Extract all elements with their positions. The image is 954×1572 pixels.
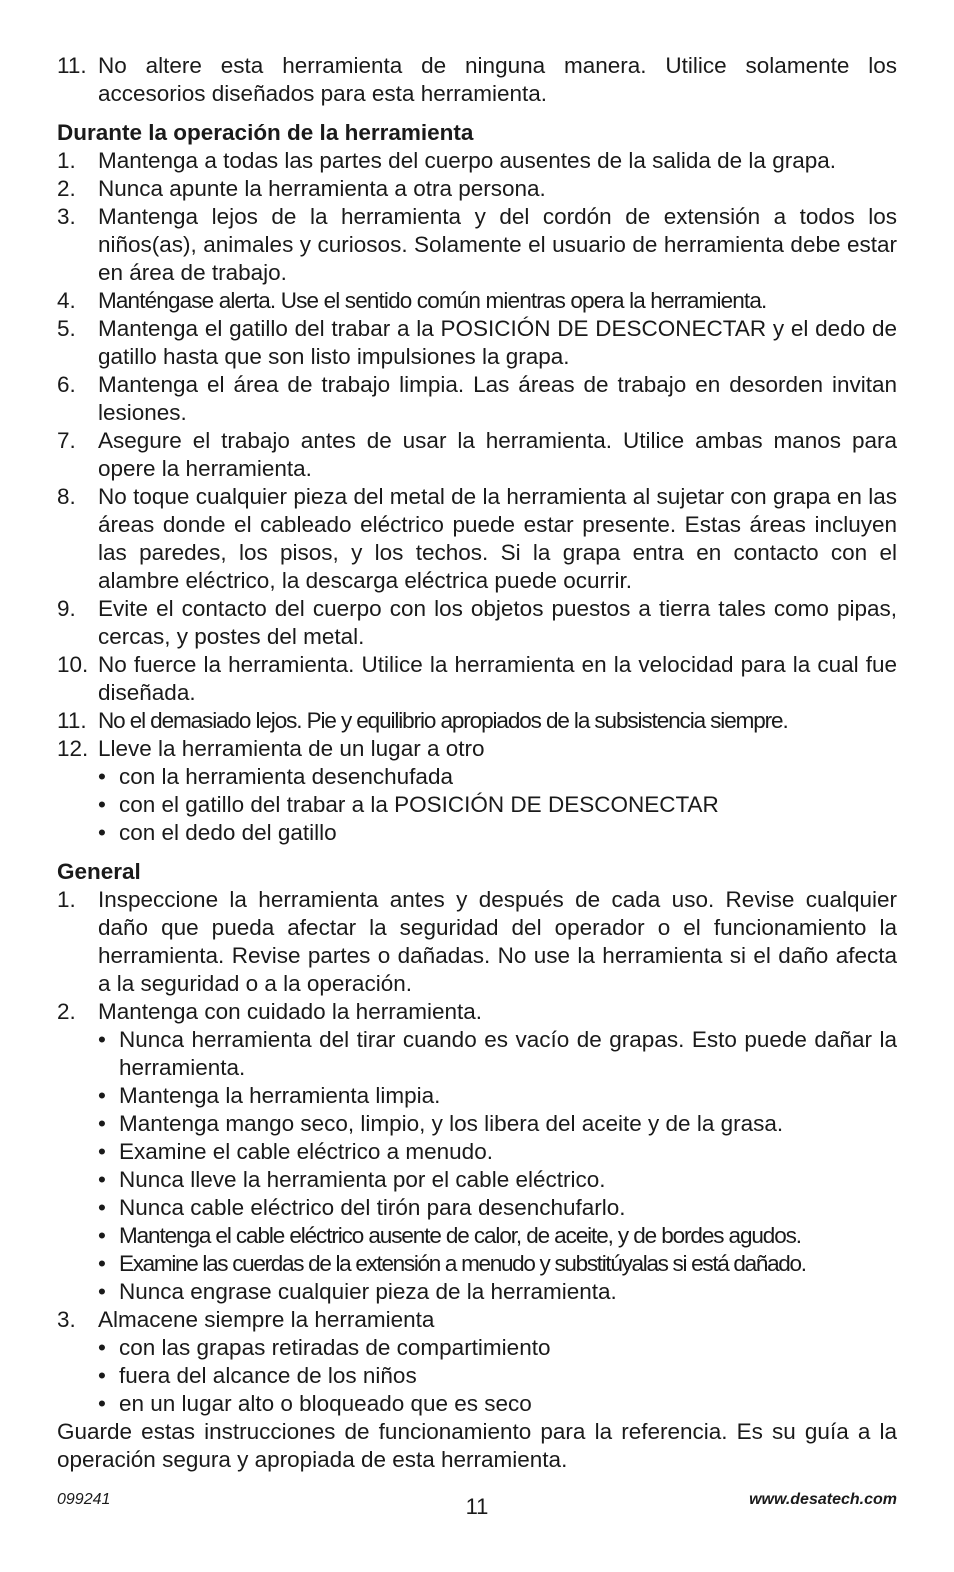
bullet-item xyxy=(98,1250,897,1278)
item-number: 8. xyxy=(57,484,76,509)
document-code: 099241 xyxy=(57,1491,111,1508)
item3-bullet-list xyxy=(98,1334,897,1418)
item-number: 3. xyxy=(57,1307,76,1332)
item-text: Mantenga el gatillo del trabar a la POSICIÓN DE DESCONECTAR y el dedo de gatillo hasta que son listo impulsiones la grapa. xyxy=(98,316,897,369)
list-item xyxy=(57,707,897,735)
list-item xyxy=(57,287,897,315)
item-number: 4. xyxy=(57,288,76,313)
item-number: 2. xyxy=(57,999,76,1024)
bullet-item xyxy=(98,819,897,847)
bullet-text: Examine el cable eléctrico a menudo. xyxy=(119,1139,493,1164)
item-number: 5. xyxy=(57,316,76,341)
item-number: 9. xyxy=(57,596,76,621)
item-text: Mantenga el área de trabajo limpia. Las áreas de trabajo en desorden invitan lesiones. xyxy=(98,372,897,425)
item2-bullet-list xyxy=(98,1026,897,1306)
list-item xyxy=(57,427,897,483)
manual-page xyxy=(57,52,897,1474)
item-text: Evite el contacto del cuerpo con los objetos puestos a tierra tales como pipas, cercas, y postes del metal. xyxy=(98,596,897,649)
list-item xyxy=(57,52,897,108)
bullet-item xyxy=(98,1166,897,1194)
item-text: Manténgase alerta. Use el sentido común mientras opera la herramienta. xyxy=(98,288,767,313)
bullet-icon: • xyxy=(98,764,106,789)
item-number: 1. xyxy=(57,887,76,912)
general-list xyxy=(57,886,897,1418)
item-number: 10. xyxy=(57,652,89,677)
bullet-icon: • xyxy=(98,1195,106,1220)
item-text: No fuerce la herramienta. Utilice la herramienta en la velocidad para la cual fue diseñada. xyxy=(98,652,897,705)
item-text: Mantenga a todas las partes del cuerpo ausentes de la salida de la grapa. xyxy=(98,148,836,173)
closing-paragraph: Guarde estas instrucciones de funcionamiento para la referencia. Es su guía a la operación segura y apropiada de esta herramienta. xyxy=(57,1419,897,1472)
bullet-item xyxy=(98,1222,897,1250)
item-text: Lleve la herramienta de un lugar a otro xyxy=(98,736,485,761)
item-number: 11. xyxy=(57,708,87,733)
bullet-text: con el dedo del gatillo xyxy=(119,820,337,845)
item-text: No altere esta herramienta de ninguna manera. Utilice solamente los accesorios diseñados para esta herramienta. xyxy=(98,53,897,106)
section-heading-general: General xyxy=(57,859,141,884)
bullet-icon: • xyxy=(98,1027,106,1052)
item-text: Almacene siempre la herramienta xyxy=(98,1307,435,1332)
bullet-item xyxy=(98,1194,897,1222)
bullet-icon: • xyxy=(98,1083,106,1108)
bullet-text: con las grapas retiradas de compartimiento xyxy=(119,1335,551,1360)
bullet-text: Nunca herramienta del tirar cuando es vacío de grapas. Esto puede dañar la herramienta. xyxy=(119,1027,897,1080)
list-item xyxy=(57,483,897,595)
list-item xyxy=(57,1306,897,1334)
page-number: 11 xyxy=(465,1494,489,1519)
item-text: Mantenga lejos de la herramienta y del cordón de extensión a todos los niños(as), animales y curiosos. Solamente el usuario de herramienta debe estar en área de trabajo. xyxy=(98,204,897,285)
bullet-item xyxy=(98,1390,897,1418)
bullet-item xyxy=(98,1110,897,1138)
bullet-item xyxy=(98,763,897,791)
bullet-text: fuera del alcance de los niños xyxy=(119,1363,417,1388)
item-number: 12. xyxy=(57,736,89,761)
bullet-item xyxy=(98,1026,897,1082)
list-item xyxy=(57,175,897,203)
bullet-text: Nunca cable eléctrico del tirón para desenchufarlo. xyxy=(119,1195,626,1220)
bullet-text: en un lugar alto o bloqueado que es seco xyxy=(119,1391,532,1416)
bullet-icon: • xyxy=(98,792,106,817)
item-number: 3. xyxy=(57,204,76,229)
item12-bullet-list xyxy=(98,763,897,847)
list-item xyxy=(57,735,897,763)
bullet-item xyxy=(98,1082,897,1110)
list-item xyxy=(57,315,897,371)
bullet-text: Nunca engrase cualquier pieza de la herramienta. xyxy=(119,1279,617,1304)
operation-list xyxy=(57,147,897,847)
bullet-icon: • xyxy=(98,1223,106,1248)
bullet-text: con la herramienta desenchufada xyxy=(119,764,453,789)
item-number: 7. xyxy=(57,428,76,453)
list-item xyxy=(57,651,897,707)
bullet-item xyxy=(98,1362,897,1390)
bullet-icon: • xyxy=(98,1391,106,1416)
item-number: 1. xyxy=(57,148,76,173)
bullet-text: con el gatillo del trabar a la POSICIÓN DE DESCONECTAR xyxy=(119,792,719,817)
list-item xyxy=(57,886,897,998)
bullet-icon: • xyxy=(98,1279,106,1304)
bullet-text: Examine las cuerdas de la extensión a menudo y substitúyalas si está dañado. xyxy=(119,1251,806,1276)
bullet-item xyxy=(98,791,897,819)
section-heading-operation: Durante la operación de la herramienta xyxy=(57,120,474,145)
bullet-icon: • xyxy=(98,1363,106,1388)
item-text: Mantenga con cuidado la herramienta. xyxy=(98,999,482,1024)
list-item xyxy=(57,595,897,651)
item-text: Inspeccione la herramienta antes y después de cada uso. Revise cualquier daño que pueda afectar la seguridad del operador o el funcionamiento la herramienta. Revise partes o dañadas. No use la herramienta si el daño afecta a la seguridad o a la operación. xyxy=(98,887,897,996)
list-item xyxy=(57,371,897,427)
bullet-icon: • xyxy=(98,820,106,845)
bullet-item xyxy=(98,1138,897,1166)
list-item xyxy=(57,147,897,175)
bullet-text: Mantenga la herramienta limpia. xyxy=(119,1083,441,1108)
bullet-icon: • xyxy=(98,1167,106,1192)
bullet-icon: • xyxy=(98,1335,106,1360)
bullet-text: Mantenga el cable eléctrico ausente de calor, de aceite, y de bordes agudos. xyxy=(119,1223,801,1248)
page-footer xyxy=(57,1487,897,1527)
list-item xyxy=(57,998,897,1026)
bullet-item xyxy=(98,1334,897,1362)
item-text: No el demasiado lejos. Pie y equilibrio apropiados de la subsistencia siempre. xyxy=(98,708,788,733)
bullet-item xyxy=(98,1278,897,1306)
item-number: 11. xyxy=(57,53,87,78)
bullet-text: Nunca lleve la herramienta por el cable eléctrico. xyxy=(119,1167,606,1192)
list-item xyxy=(57,203,897,287)
bullet-text: Mantenga mango seco, limpio, y los libera del aceite y de la grasa. xyxy=(119,1111,784,1136)
bullet-icon: • xyxy=(98,1251,106,1276)
website-link[interactable]: www.desatech.com xyxy=(749,1491,897,1508)
bullet-icon: • xyxy=(98,1111,106,1136)
item-text: Asegure el trabajo antes de usar la herramienta. Utilice ambas manos para opere la herramienta. xyxy=(98,428,897,481)
bullet-icon: • xyxy=(98,1139,106,1164)
item-text: Nunca apunte la herramienta a otra persona. xyxy=(98,176,546,201)
item-number: 6. xyxy=(57,372,76,397)
item-text: No toque cualquier pieza del metal de la herramienta al sujetar con grapa en las áreas donde el cableado eléctrico puede estar presente. Estas áreas incluyen las paredes, los pisos, y los techos. Si la grapa entra en contacto con el alambre eléctrico, la descarga eléctrica puede ocurrir. xyxy=(98,484,897,593)
item-number: 2. xyxy=(57,176,76,201)
